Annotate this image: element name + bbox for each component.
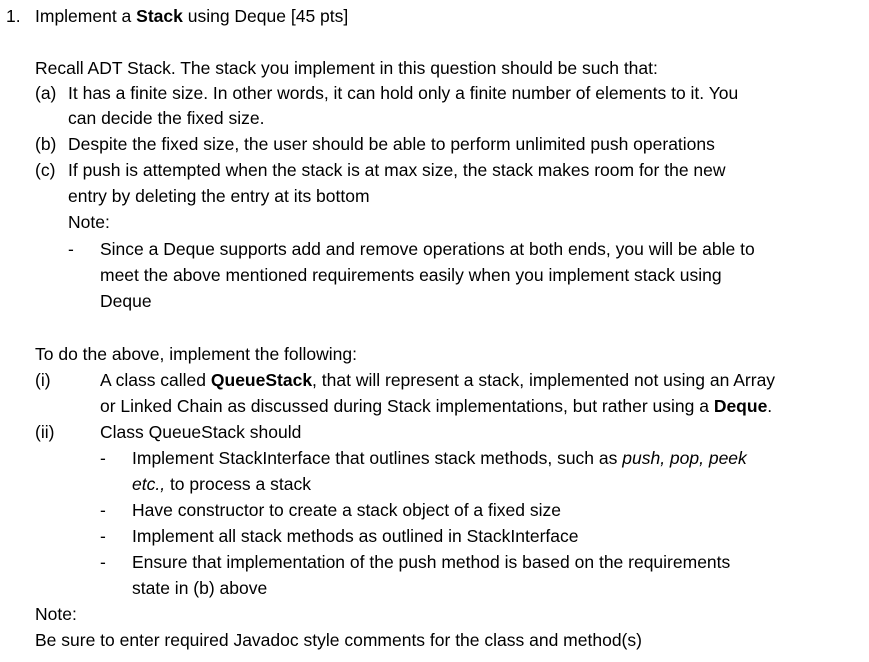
recall-note-line1: Since a Deque supports add and remove operations at both ends, you will be able to bbox=[100, 239, 755, 259]
bullet4-line2: state in (b) above bbox=[132, 578, 268, 598]
recall-intro: Recall ADT Stack. The stack you implement in this question should be such that: bbox=[35, 58, 658, 78]
bullet1-line2 bbox=[132, 473, 311, 495]
bullet1-line1-italic: push, pop, peek bbox=[622, 448, 747, 468]
recall-note-line3: Deque bbox=[100, 291, 152, 311]
item-i-line1-post: , that will represent a stack, implemented not using an Array bbox=[312, 370, 776, 390]
item-c-line1: If push is attempted when the stack is at max size, the stack makes room for the new bbox=[68, 160, 726, 180]
bullet1-line2-post: to process a stack bbox=[165, 474, 311, 494]
question-number: 1. bbox=[6, 6, 21, 26]
item-i-line2-pre: or Linked Chain as discussed during Stack implementations, but rather using a bbox=[100, 396, 714, 416]
deque-term: Deque bbox=[713, 396, 768, 416]
bullet3-text: Implement all stack methods as outlined in StackInterface bbox=[132, 526, 579, 546]
bullet1-line2-italic: etc., bbox=[132, 474, 166, 494]
title-text-post: using Deque [45 pts] bbox=[182, 6, 349, 26]
item-b-label: (b) bbox=[35, 134, 57, 154]
item-i-line1-pre: A class called bbox=[100, 370, 211, 390]
recall-note-label: Note: bbox=[68, 212, 110, 232]
bullet3-dash: - bbox=[100, 526, 106, 546]
item-i-line2-post: . bbox=[767, 396, 773, 416]
bullet1-line1 bbox=[132, 447, 747, 469]
item-a-line1: It has a finite size. In other words, it can hold only a finite number of elements to it. You bbox=[68, 83, 739, 103]
bullet2-dash: - bbox=[100, 500, 106, 520]
question-title bbox=[35, 5, 348, 27]
bullet4-line1: Ensure that implementation of the push method is based on the requirements bbox=[132, 552, 731, 572]
item-c-label: (c) bbox=[35, 160, 56, 180]
footer-note-text: Be sure to enter required Javadoc style comments for the class and method(s) bbox=[35, 630, 642, 650]
title-text-pre: Implement a bbox=[35, 6, 137, 26]
item-i-line1 bbox=[100, 369, 775, 391]
footer-note-label: Note: bbox=[35, 604, 77, 624]
item-ii-label: (ii) bbox=[35, 422, 55, 442]
recall-note-line2: meet the above mentioned requirements easily when you implement stack using bbox=[100, 265, 722, 285]
item-i-line2 bbox=[100, 395, 772, 417]
queuestack-class-name: QueueStack bbox=[210, 370, 313, 390]
item-i-label: (i) bbox=[35, 370, 51, 390]
item-a-line2: can decide the fixed size. bbox=[68, 108, 265, 128]
bullet4-dash: - bbox=[100, 552, 106, 572]
item-ii-line1: Class QueueStack should bbox=[100, 422, 302, 442]
bullet1-dash: - bbox=[100, 448, 106, 468]
recall-note-dash: - bbox=[68, 239, 74, 259]
todo-intro: To do the above, implement the following: bbox=[35, 344, 357, 364]
item-c-line2: entry by deleting the entry at its bottom bbox=[68, 186, 370, 206]
bullet2-text: Have constructor to create a stack object of a fixed size bbox=[132, 500, 561, 520]
item-b-line1: Despite the fixed size, the user should be able to perform unlimited push operations bbox=[68, 134, 715, 154]
item-a-label: (a) bbox=[35, 83, 57, 103]
bullet1-line1-pre: Implement StackInterface that outlines stack methods, such as bbox=[132, 448, 623, 468]
title-text-bold: Stack bbox=[136, 6, 183, 26]
